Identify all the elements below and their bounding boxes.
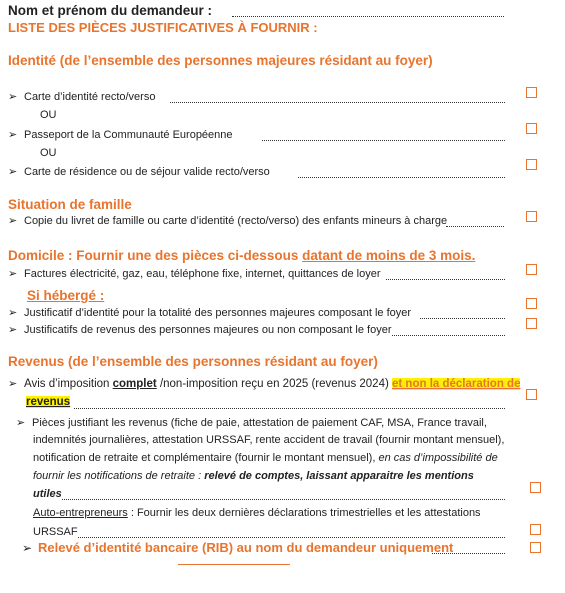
- checkbox-passeport[interactable]: [526, 123, 537, 134]
- checkbox-avis-imposition[interactable]: [526, 389, 537, 400]
- list-item: ➢ Carte de résidence ou de séjour valide recto/verso: [8, 166, 270, 178]
- list-item: ➢ Justificatif d’identité pour la totalité des personnes majeures composant le foyer: [8, 307, 412, 319]
- checkbox-auto-entrepreneurs[interactable]: [530, 524, 541, 535]
- list-title: LISTE DES PIÈCES JUSTIFICATIVES À FOURNIR :: [8, 20, 318, 35]
- dotted-leader: [432, 553, 505, 554]
- dotted-leader: [78, 537, 505, 538]
- dotted-leader: [74, 408, 505, 409]
- rib-underline: [178, 564, 290, 565]
- pieces-line-3: notification de retraite et complémentaire (fournir le montant mensuel), en cas d’impossibilité de: [33, 452, 498, 464]
- dotted-leader: [446, 226, 504, 227]
- or-label: OU: [40, 109, 57, 121]
- section-title-domicile: Domicile : Fournir une des pièces ci-dessous datant de moins de 3 mois.: [8, 248, 476, 263]
- list-item: ➢ Passeport de la Communauté Européenne: [8, 129, 233, 141]
- dotted-leader: [298, 177, 505, 178]
- applicant-name-label: Nom et prénom du demandeur :: [8, 3, 213, 18]
- avis-warning: et non la déclaration de: [392, 378, 521, 390]
- domicile-emphasis: datant de moins de 3 mois.: [302, 248, 476, 263]
- or-label: OU: [40, 147, 57, 159]
- arrow-bullet-icon: ➢: [8, 215, 18, 227]
- checkbox-justificatif-revenus[interactable]: [526, 318, 537, 329]
- auto-entrepreneurs-line-1: Auto-entrepreneurs : Fournir les deux dernières déclarations trimestrielles et les attestations: [33, 507, 481, 519]
- list-item: ➢ Justificatifs de revenus des personnes majeures ou non composant le foyer: [8, 324, 392, 336]
- applicant-name-line[interactable]: [232, 16, 504, 17]
- dotted-leader: [392, 335, 505, 336]
- section-title-famille: Situation de famille: [8, 197, 132, 212]
- heberge-title: Si hébergé :: [27, 288, 105, 303]
- rib-item: ➢ Relevé d’identité bancaire (RIB) au nom du demandeur uniquement: [22, 540, 454, 555]
- dotted-leader: [420, 318, 505, 319]
- avis-complet: complet: [112, 378, 157, 390]
- pieces-line-5: utiles: [33, 488, 62, 500]
- arrow-bullet-icon: ➢: [8, 166, 18, 178]
- dotted-leader: [262, 140, 505, 141]
- dotted-leader: [62, 499, 505, 500]
- arrow-bullet-icon: ➢: [8, 307, 18, 319]
- dotted-leader: [386, 279, 505, 280]
- section-title-identite: Identité (de l’ensemble des personnes majeures résidant au foyer): [8, 53, 433, 68]
- checkbox-carte-residence[interactable]: [526, 159, 537, 170]
- arrow-bullet-icon: ➢: [8, 378, 18, 390]
- arrow-bullet-icon: ➢: [16, 417, 26, 429]
- list-item: ➢ Carte d’identité recto/verso: [8, 91, 156, 103]
- list-item: ➢ Pièces justifiant les revenus (fiche de paie, attestation de paiement CAF, MSA, France travail,: [16, 417, 487, 429]
- checkbox-justificatif-identite[interactable]: [526, 298, 537, 309]
- arrow-bullet-icon: ➢: [22, 541, 33, 555]
- checkbox-rib[interactable]: [530, 542, 541, 553]
- checkbox-pieces-revenus[interactable]: [530, 482, 541, 493]
- pieces-line-2: indemnités journalières, attestation URSSAF, rente accident de travail (fournir montant mensuel),: [33, 434, 505, 446]
- arrow-bullet-icon: ➢: [8, 324, 18, 336]
- auto-entrepreneurs-label: Auto-entrepreneurs: [33, 507, 128, 519]
- pieces-line-4: fournir les notifications de retraite : relevé de comptes, laissant apparaitre les mentions: [33, 470, 474, 482]
- arrow-bullet-icon: ➢: [8, 129, 18, 141]
- avis-warning-continued: revenus: [26, 396, 71, 408]
- arrow-bullet-icon: ➢: [8, 268, 18, 280]
- dotted-leader: [170, 102, 505, 103]
- checkbox-livret-famille[interactable]: [526, 211, 537, 222]
- section-title-revenus: Revenus (de l’ensemble des personnes résidant au foyer): [8, 354, 378, 369]
- checkbox-carte-identite[interactable]: [526, 87, 537, 98]
- list-item: ➢ Factures électricité, gaz, eau, téléphone fixe, internet, quittances de loyer: [8, 268, 381, 280]
- checkbox-factures[interactable]: [526, 264, 537, 275]
- list-item: ➢ Copie du livret de famille ou carte d’identité (recto/verso) des enfants mineurs à charge: [8, 215, 448, 227]
- auto-entrepreneurs-line-2: URSSAF: [33, 526, 78, 538]
- list-item: ➢ Avis d’imposition complet /non-imposition reçu en 2025 (revenus 2024) et non la déclaration de: [8, 378, 521, 390]
- arrow-bullet-icon: ➢: [8, 91, 18, 103]
